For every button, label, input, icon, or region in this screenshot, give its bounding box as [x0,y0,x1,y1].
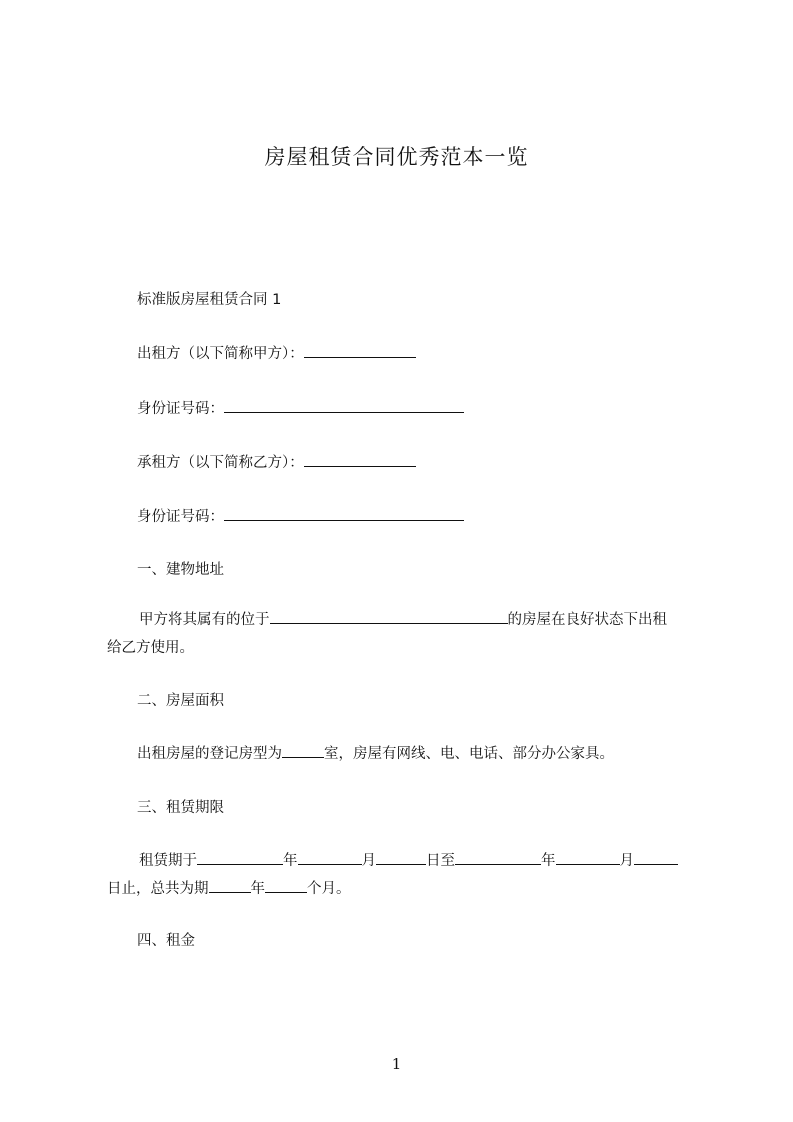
address-blank [270,609,508,624]
section1-text-a: 甲方将其属有的位于 [139,612,270,628]
month-label-1: 月 [361,853,376,869]
duration-month-blank [265,878,307,893]
lessee-id-label: 身份证号码： [137,509,224,525]
section2-heading: 二、房屋面积 [137,693,224,709]
section2-paragraph [137,743,614,765]
section2-text-b: 室，房屋有网线、电、电话、部分办公家具。 [324,746,614,762]
section1-heading: 一、建物地址 [137,562,224,578]
start-year-blank [197,850,283,865]
contract-subtitle: 标准版房屋租赁合同 1 [137,292,282,308]
section1-text-c: 给乙方使用。 [107,640,194,656]
page-number: 1 [391,1055,402,1073]
section1-paragraph [107,606,707,662]
section1-text-b: 的房屋在良好状态下出租 [507,612,667,628]
end-day-blank [634,850,678,865]
duration-year-blank [209,878,251,893]
document-title: 房屋租赁合同优秀范本一览 [264,145,529,169]
year-label-2: 年 [541,853,556,869]
year-label-3: 年 [250,881,265,897]
lessor-id-label: 身份证号码： [137,401,224,417]
lessor-blank [304,343,416,358]
start-month-blank [298,850,362,865]
section3-heading: 三、租赁期限 [137,800,224,816]
months-label: 个月。 [307,881,351,897]
start-day-blank [376,850,426,865]
day-end-label: 日止，总共为期 [107,881,209,897]
lease-from-label: 租赁期于 [139,853,197,869]
lessor-label: 出租方（以下简称甲方）： [137,346,304,362]
section4-heading: 四、租金 [137,933,195,949]
lessee-line [137,452,416,474]
section2-text-a: 出租房屋的登记房型为 [137,746,282,762]
lessee-label: 承租方（以下简称乙方）： [137,455,304,471]
month-label-2: 月 [619,853,634,869]
lessee-id-line [137,506,464,528]
end-month-blank [556,850,620,865]
lessee-blank [304,452,416,467]
room-count-blank [282,743,324,758]
lessor-id-blank [224,398,464,413]
lessee-id-blank [224,506,464,521]
lessor-id-line [137,398,464,420]
year-label-1: 年 [283,853,298,869]
lessor-line [137,343,416,365]
day-to-label: 日至 [426,853,455,869]
end-year-blank [455,850,541,865]
section3-paragraph [107,847,707,903]
